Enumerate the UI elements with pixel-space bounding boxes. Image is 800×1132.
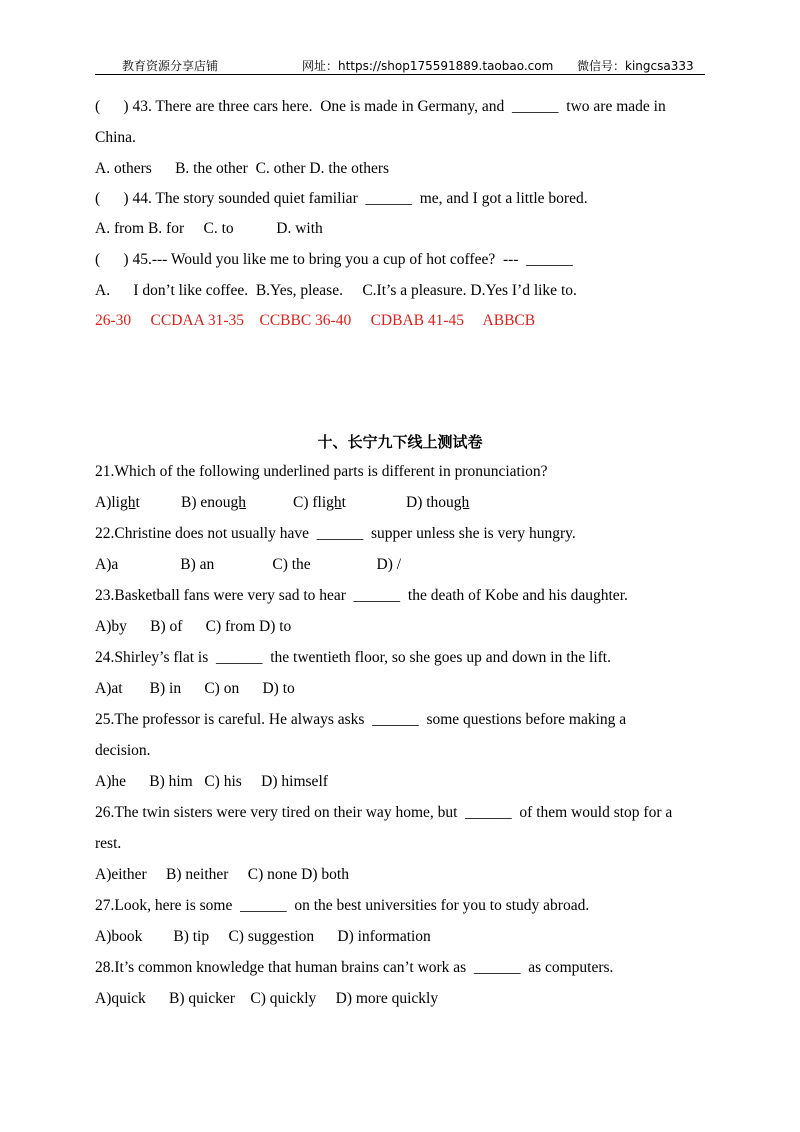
question-24-options: A)at B) in C) on D) to [95,680,295,697]
answer-key: 26-30 CCDAA 31-35 CCBBC 36-40 CDBAB 41-45 ABBCB [95,312,536,329]
q21-option-b: B) enough [181,494,247,511]
question-25-stem-cont: decision. [95,742,151,759]
question-23-options: A)by B) of C) from D) to [95,618,292,635]
question-28-options: A)quick B) quicker C) quickly D) more quickly [95,990,439,1007]
q21-option-d: D) though [406,494,470,511]
q21-option-a: A)light [95,494,140,511]
header-wechat: 微信号：kingcsa333 [577,59,694,73]
question-25-stem: 25.The professor is careful. He always asks ______ some questions before making a [95,711,627,728]
section-title: 十、长宁九下线上测试卷 [317,433,483,451]
question-26-options: A)either B) neither C) none D) both [95,866,349,883]
question-45-stem: ( ) 45.--- Would you like me to bring you a cup of hot coffee? --- ______ [95,251,573,268]
question-44-options: A. from B. for C. to D. with [95,220,323,237]
question-24-stem: 24.Shirley’s flat is ______ the twentieth floor, so she goes up and down in the lift. [95,649,611,666]
question-43-options: A. others B. the other C. other D. the others [95,160,390,177]
question-26-stem-cont: rest. [95,835,122,852]
question-43-stem-cont: China. [95,129,136,146]
question-28-stem: 28.It’s common knowledge that human brains can’t work as ______ as computers. [95,959,614,976]
question-25-options: A)he B) him C) his D) himself [95,773,328,790]
question-22-options: A)a B) an C) the D) / [95,556,402,573]
question-27-options: A)book B) tip C) suggestion D) information [95,928,431,945]
question-44-stem: ( ) 44. The story sounded quiet familiar ______ me, and I got a little bored. [95,190,588,207]
q21-option-c: C) flight [293,494,346,511]
header-url: 网址：https://shop175591889.taobao.com [302,59,554,73]
question-45-options: A. I don’t like coffee. B.Yes, please. C.It’s a pleasure. D.Yes I’d like to. [95,282,577,299]
question-27-stem: 27.Look, here is some ______ on the best universities for you to study abroad. [95,897,590,914]
question-22-stem: 22.Christine does not usually have ______ supper unless she is very hungry. [95,525,576,542]
header-shop-name: 教育资源分享店铺 [122,59,219,73]
question-23-stem: 23.Basketball fans were very sad to hear ______ the death of Kobe and his daughter. [95,587,628,604]
question-21-stem: 21.Which of the following underlined parts is different in pronunciation? [95,463,548,480]
page-header [95,56,705,75]
question-43-stem: ( ) 43. There are three cars here. One is made in Germany, and ______ two are made in [95,98,666,115]
question-26-stem: 26.The twin sisters were very tired on their way home, but ______ of them would stop for a [95,804,673,821]
